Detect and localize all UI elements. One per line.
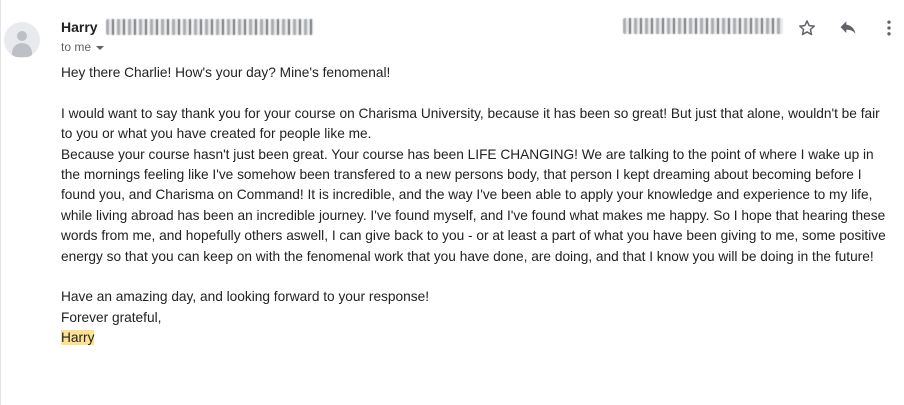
reply-button[interactable]: [836, 16, 860, 40]
avatar-icon[interactable]: [4, 22, 40, 58]
paragraph-spacer: [61, 83, 891, 103]
star-icon: [797, 18, 817, 38]
redacted-sender-email: [106, 19, 314, 35]
closing-line: Have an amazing day, and looking forward to your response!: [61, 289, 429, 305]
redacted-date: [623, 18, 783, 34]
recipient-label: to me: [61, 40, 92, 54]
left-border: [0, 0, 1, 405]
sender-name[interactable]: Harry: [61, 19, 98, 35]
signature-highlight: Harry: [61, 330, 95, 346]
closing-line: Forever grateful,: [61, 309, 162, 325]
more-vert-icon: [879, 18, 899, 38]
star-button[interactable]: [795, 16, 819, 40]
sender-row: [61, 16, 314, 38]
reply-icon: [838, 18, 858, 38]
more-options-button[interactable]: [877, 16, 901, 40]
body-paragraph: I would want to say thank you for your course on Charisma University, because it has been so great! But just that alone, wouldn't be fair to you or what you have created for people like me.: [61, 105, 880, 142]
chevron-down-icon: [96, 46, 104, 50]
body-paragraph: Because your course hasn't just been great. Your course has been LIFE CHANGING! We are talking to the point of where I wake up in the mornings feeling like I've somehow been transfered to a new persons body, that person I kept dreaming about becoming before I found you, and Charisma on Command! It is incredible, and the way I've been able to apply your knowledge and experience to my life, while living abroad has been an incredible journey. I've found myself, and I've found what makes me happy. So I hope that hearing these words from me, and hopefully others aswell, I can give back to you - or at least a part of what you have been giving to me, some positive energy so that you can keep on with the fenomenal work that you have done, are doing, and that I know you will be doing in the future!: [61, 146, 886, 264]
paragraph-spacer: [61, 267, 891, 287]
recipient-details-toggle[interactable]: [61, 40, 104, 54]
greeting-line: Hey there Charlie! How's your day? Mine's fenomenal!: [61, 65, 391, 80]
avatar-body: [12, 43, 32, 57]
email-body: [61, 63, 891, 349]
avatar-head: [17, 31, 27, 41]
signature-line: [61, 328, 891, 348]
